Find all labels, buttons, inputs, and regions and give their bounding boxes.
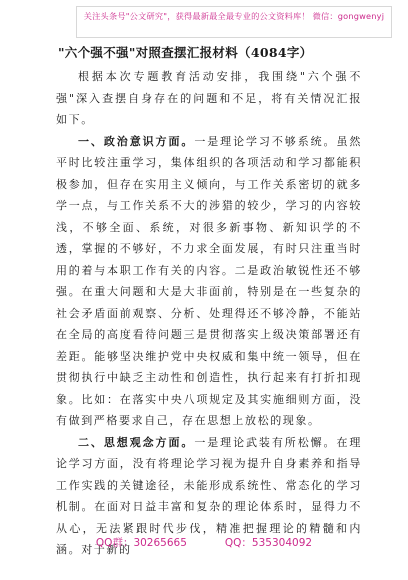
section-1-paragraph bbox=[56, 131, 362, 432]
section-2-heading: 二、思想观念方面。 bbox=[78, 435, 195, 449]
footer-contact bbox=[0, 535, 408, 550]
section-2-text: 一是理论武装有所松懈。在理论学习方面，没有将理论学习视为提升自身素养和指导工作实践的关键途径，未能形成系统性、常态化的学习机制。在面对日益丰富和复杂的理论体系时，显得力不从心，无法紧跟时代步伐，精准把握理论的精髓和内涵。对于新的 bbox=[56, 435, 362, 556]
footer-qq-group: QQ群：30265665 bbox=[95, 537, 187, 549]
header-notice: 关注头条号"公文研究"，获得最新最全最专业的公文资料库！ 微信：gongwenyj bbox=[83, 11, 385, 21]
section-1-text: 一是理论学习不够系统。虽然平时比较注重学习，集体组织的各项活动和学习都能积极参加，但存在实用主义倾向，与工作关系密切的就多学一点，与工作关系不大的涉猎的较少，学习的内容较浅，不够全面、系统，对很多新事物、新知识学的不透，掌握的不够好，不力求全面发展，有时只注重当时用的着与本职工作有关的内容。二是政治敏锐性还不够强。在重大问题和大是大非面前，特别是在一些复杂的社会矛盾面前观察、分析、处理得还不够冷静，不能站在全局的高度看待问题三是贯彻落实上级决策部署还有差距。能够坚决维护党中央权威和集中统一领导，但在贯彻执行中缺乏主动性和创造性，执行起来有打折扣现象。比如：在落实中央八项规定及其实施细则方面，没有做到严格要求自己，存在思想上放松的现象。 bbox=[56, 134, 362, 427]
footer-qq: QQ：535304092 bbox=[224, 537, 313, 549]
document-body bbox=[56, 66, 362, 561]
document-title: "六个强不强"对照查摆汇报材料（4084字） bbox=[58, 45, 313, 60]
intro-paragraph: 根据本次专题教育活动安排，我围绕"六个强不强"深入查摆自身存在的问题和不足，将有关情况汇报如下。 bbox=[56, 70, 362, 126]
header-notice-box bbox=[76, 6, 392, 38]
section-1-heading: 一、政治意识方面。 bbox=[78, 134, 195, 148]
